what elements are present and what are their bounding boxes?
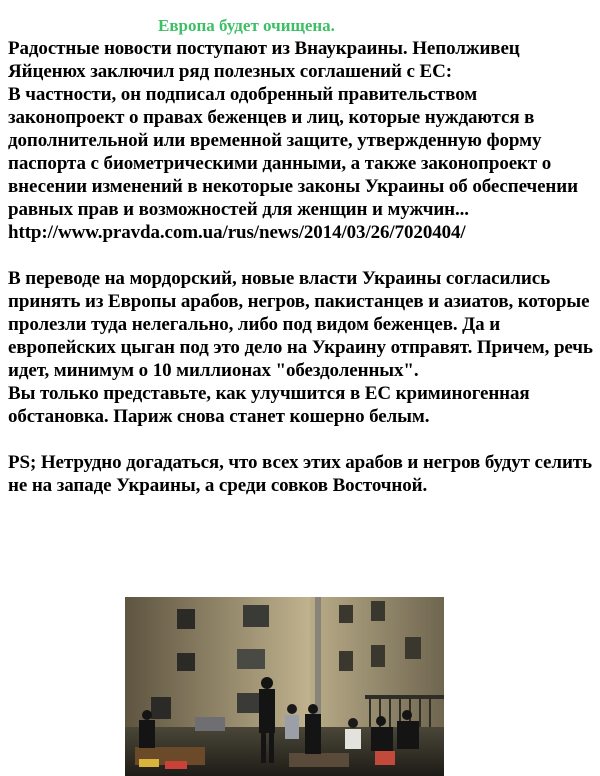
- courtyard-photo-illustration: [125, 597, 444, 776]
- document-body: [8, 0, 594, 497]
- quote-paragraph: В частности, он подписал одобренный правительством законопроект о правах беженцев и лиц, которые нуждаются в дополнительной или временной защите, утвержденную форму паспорта с биометрическими данными, а также законопроект о внесении изменений в некоторые законы Украины об обеспечении равных прав и возможностей для женщин и мужчин...: [8, 84, 578, 220]
- courtyard-photo: [125, 597, 444, 776]
- commentary-paragraph: В переводе на мордорский, новые власти Украины согласились принять из Европы арабов, негров, пакистанцев и азиатов, которые пролезли туда нелегально, либо под видом беженцев. Да и европейских цыган под это дело на Украину отправят. Причем, речь идет, минимум о 10 миллионах "обездоленных".: [8, 268, 593, 381]
- postscript-paragraph: PS; Нетрудно догадаться, что всех этих арабов и негров будут селить не на западе Украины, а среди совков Восточной.: [8, 452, 592, 496]
- paragraph-gap: [8, 428, 594, 451]
- source-link[interactable]: http://www.pravda.com.ua/rus/news/2014/03/26/7020404/: [8, 222, 466, 243]
- intro-paragraph: Радостные новости поступают из Внаукраины. Неполживец Яйценюх заключил ряд полезных соглашений с ЕС:: [8, 38, 520, 82]
- page-title: Европа будет очищена.: [158, 16, 335, 35]
- paragraph-gap: [8, 244, 594, 267]
- conclusion-paragraph: Вы только представьте, как улучшится в ЕС криминогенная обстановка. Париж снова станет кошерно белым.: [8, 383, 530, 427]
